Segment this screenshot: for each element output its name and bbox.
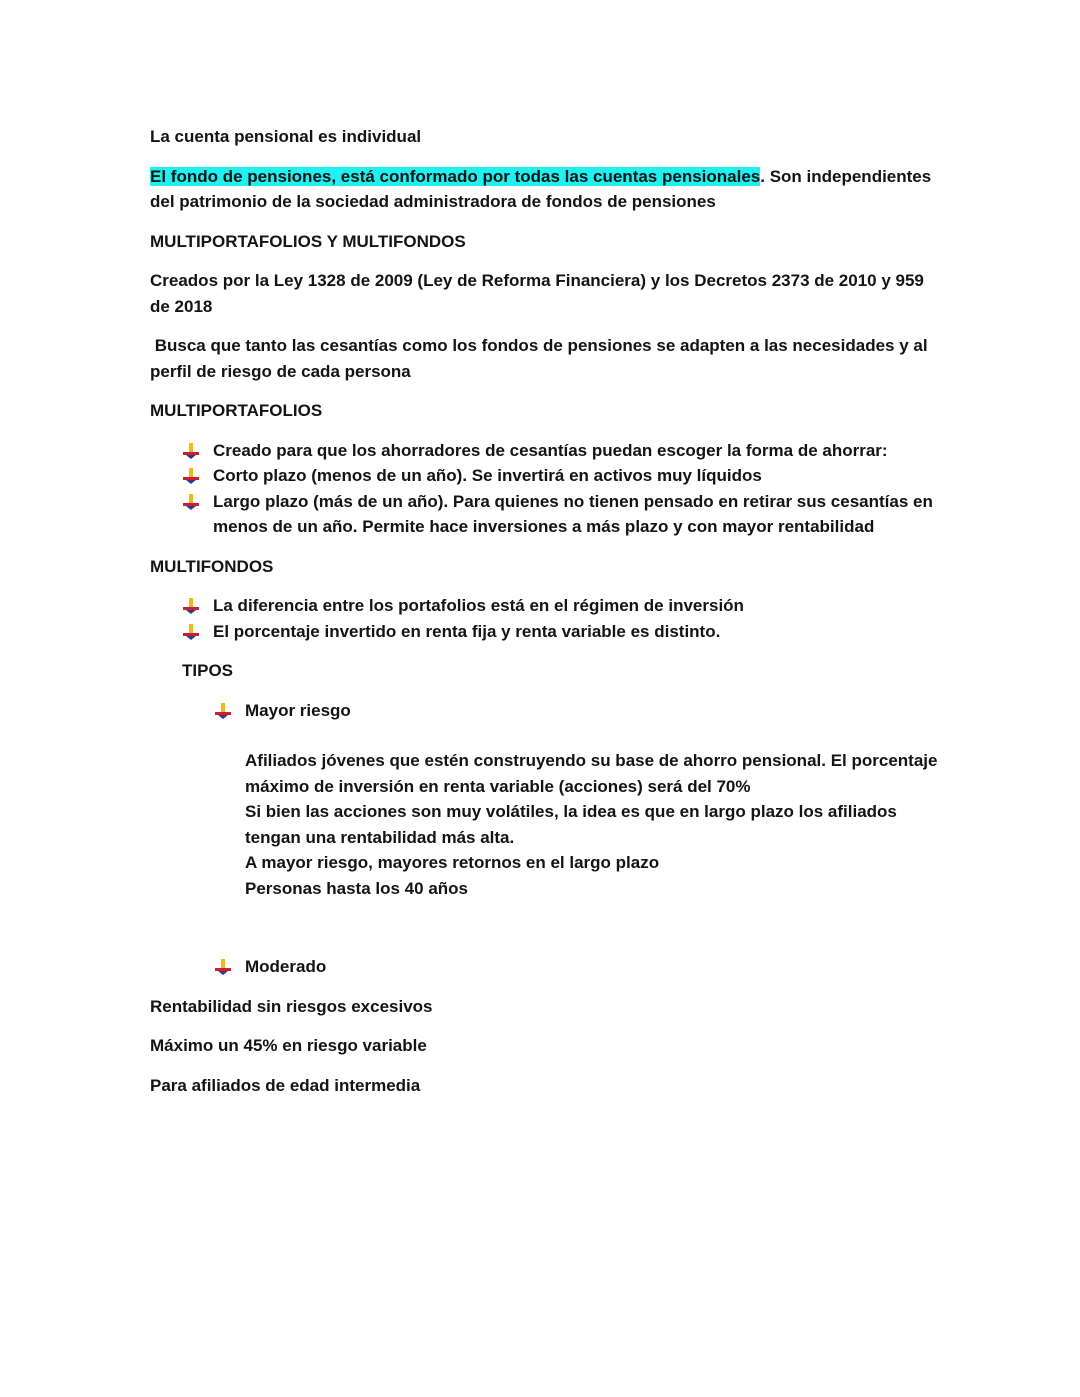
description-line: A mayor riesgo, mayores retornos en el largo plazo — [245, 853, 660, 872]
tipo-mayor-riesgo — [182, 698, 940, 724]
paragraph-rentabilidad: Rentabilidad sin riesgos excesivos — [150, 996, 433, 1016]
list-item-text: Corto plazo (menos de un año). Se invertirá en activos muy líquidos — [213, 466, 762, 485]
arrow-bullet-icon — [183, 624, 199, 640]
list-item — [150, 438, 940, 464]
paragraph-maximo: Máximo un 45% en riesgo variable — [150, 1036, 427, 1055]
tipo-label: Mayor riesgo — [245, 700, 351, 720]
heading-tipos: TIPOS — [182, 661, 234, 680]
arrow-bullet-icon — [183, 443, 199, 459]
list-item — [182, 698, 940, 724]
paragraph-rest: . Son independientes del patrimonio de la sociedad administradora de fondos de pensiones — [150, 166, 932, 211]
list-item — [150, 593, 940, 619]
arrow-bullet-icon — [183, 468, 199, 484]
paragraph-fondo-pensiones — [150, 164, 940, 215]
list-item-text: Largo plazo (más de un año). Para quienes no tienen pensado en retirar sus cesantías en menos de un año. Permite hace inversiones a más plazo y con mayor rentabilidad — [213, 491, 933, 536]
list-item — [150, 463, 940, 489]
heading-multiportafolios-multifondos: MULTIPORTAFOLIOS Y MULTIFONDOS — [150, 231, 466, 251]
tipo-label: Moderado — [245, 957, 327, 976]
arrow-bullet-icon — [183, 598, 199, 614]
highlighted-text: El fondo de pensiones, está conformado por todas las cuentas pensionales — [150, 166, 761, 186]
arrow-bullet-icon — [183, 494, 199, 510]
tipo-moderado — [182, 954, 940, 980]
list-item-text: Creado para que los ahorradores de cesantías puedan escoger la forma de ahorrar: — [213, 440, 888, 460]
description-line: Personas hasta los 40 años — [245, 878, 468, 898]
list-item — [182, 954, 940, 980]
list-item — [150, 619, 940, 645]
document-content — [150, 124, 940, 1112]
paragraph-busca: Busca que tanto las cesantías como los fondos de pensiones se adapten a las necesidades y al perfil de riesgo de cada persona — [150, 336, 933, 381]
paragraph-cuenta-individual: La cuenta pensional es individual — [150, 127, 422, 146]
description-line: Afiliados jóvenes que estén construyendo su base de ahorro pensional. El porcentaje máximo de inversión en renta variable (acciones) será del 70% — [245, 751, 938, 796]
multiportafolios-list — [150, 438, 940, 540]
multifondos-list — [150, 593, 940, 644]
arrow-bullet-icon — [215, 703, 231, 719]
tipo-mayor-riesgo-description — [245, 748, 940, 901]
list-item — [150, 489, 940, 540]
arrow-bullet-icon — [215, 959, 231, 975]
paragraph-afiliados: Para afiliados de edad intermedia — [150, 1075, 421, 1095]
list-item-text: La diferencia entre los portafolios está en el régimen de inversión — [213, 596, 744, 615]
heading-multiportafolios: MULTIPORTAFOLIOS — [150, 401, 323, 420]
description-line: Si bien las acciones son muy volátiles, la idea es que en largo plazo los afiliados tengan una rentabilidad más alta. — [245, 802, 897, 847]
list-item-text: El porcentaje invertido en renta fija y renta variable es distinto. — [213, 621, 721, 641]
heading-multifondos: MULTIFONDOS — [150, 556, 274, 576]
paragraph-creados-ley: Creados por la Ley 1328 de 2009 (Ley de Reforma Financiera) y los Decretos 2373 de 2010 y 959 de 2018 — [150, 271, 924, 316]
